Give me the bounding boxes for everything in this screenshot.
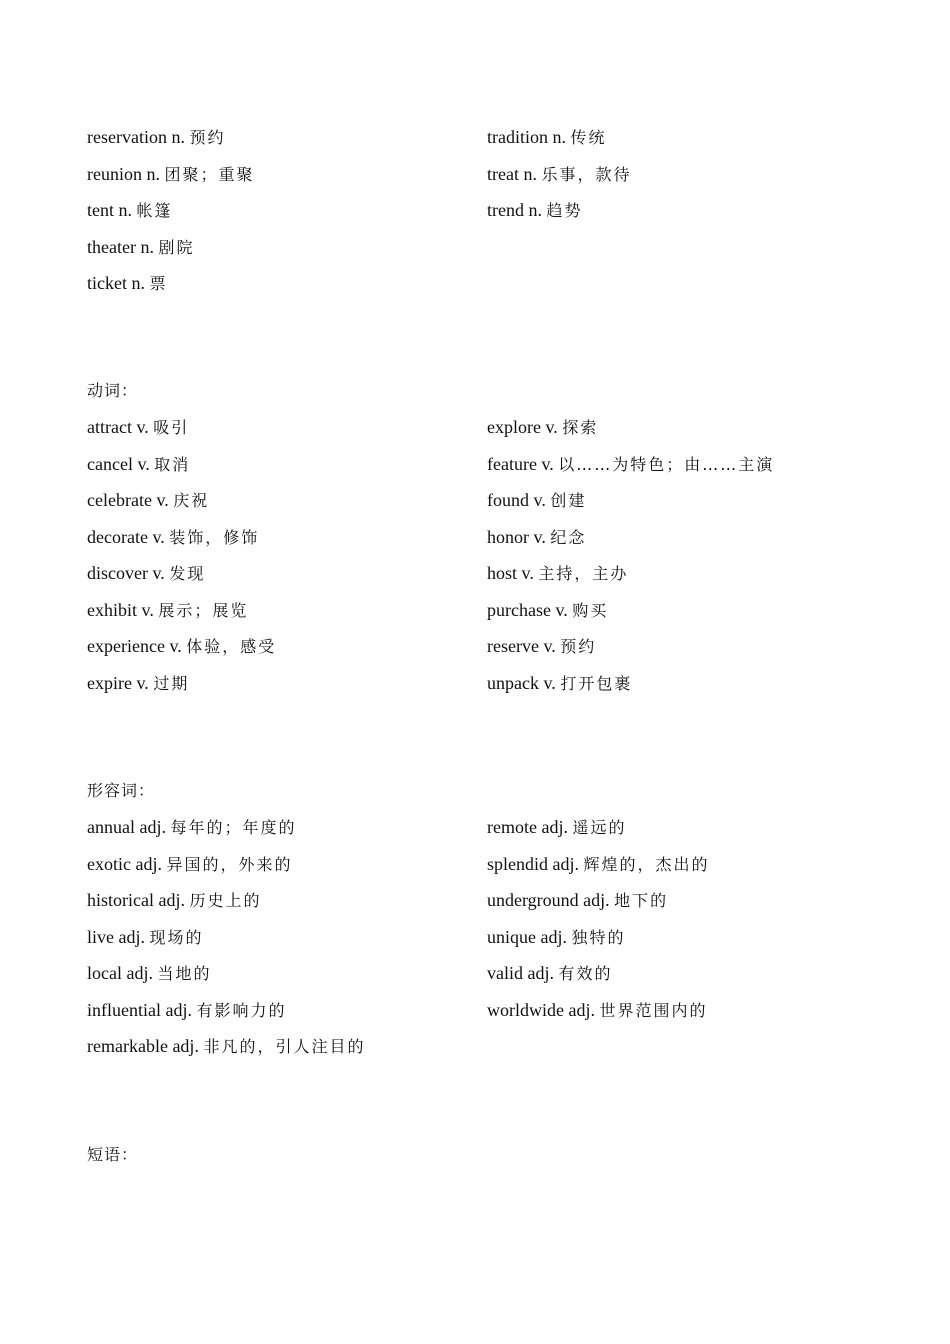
word: live adj. bbox=[87, 926, 145, 947]
vocab-entry bbox=[87, 192, 487, 229]
meaning: 世界范围内的 bbox=[599, 1000, 708, 1020]
word: purchase v. bbox=[487, 599, 568, 620]
meaning: 传统 bbox=[570, 128, 607, 147]
meaning: 有影响力的 bbox=[196, 1000, 287, 1020]
vocab-entry bbox=[487, 192, 887, 229]
vocab-entry bbox=[487, 846, 887, 883]
vocab-entry bbox=[87, 592, 487, 629]
word: remote adj. bbox=[487, 817, 568, 837]
word: feature v. bbox=[487, 453, 554, 474]
meaning: 创建 bbox=[550, 491, 587, 510]
meaning: 历史上的 bbox=[189, 891, 262, 910]
word: host v. bbox=[487, 563, 534, 583]
word: reserve v. bbox=[487, 636, 556, 656]
meaning: 过期 bbox=[153, 673, 190, 693]
verbs-columns bbox=[87, 409, 887, 701]
nouns-left-column bbox=[87, 119, 487, 302]
word: exotic adj. bbox=[87, 853, 162, 874]
vocab-entry bbox=[487, 519, 887, 556]
word: celebrate v. bbox=[87, 490, 169, 510]
vocab-entry bbox=[487, 809, 887, 846]
nouns-section bbox=[87, 119, 887, 302]
meaning: 有效的 bbox=[558, 964, 613, 983]
meaning: 预约 bbox=[560, 637, 597, 656]
word: reservation n. bbox=[87, 127, 185, 147]
section-heading-phrases: 短语： bbox=[87, 1145, 139, 1164]
word: expire v. bbox=[87, 672, 149, 693]
vocab-entry bbox=[87, 628, 487, 665]
vocab-entry bbox=[87, 846, 487, 883]
word: treat n. bbox=[487, 163, 537, 184]
meaning: 当地的 bbox=[157, 964, 212, 983]
meaning: 现场的 bbox=[149, 927, 204, 947]
meaning: 发现 bbox=[169, 564, 206, 583]
meaning: 票 bbox=[149, 274, 168, 293]
vocab-entry bbox=[487, 882, 887, 919]
meaning: 纪念 bbox=[550, 527, 587, 547]
word: valid adj. bbox=[487, 963, 554, 983]
word: tradition n. bbox=[487, 127, 566, 147]
phrases-section bbox=[87, 1137, 887, 1173]
vocab-entry bbox=[487, 992, 887, 1029]
vocab-entry bbox=[487, 665, 887, 702]
meaning: 打开包裹 bbox=[560, 673, 633, 693]
section-heading-verbs: 动词： bbox=[87, 381, 139, 400]
word: exhibit v. bbox=[87, 599, 154, 620]
adjectives-left-column bbox=[87, 809, 487, 1065]
word: unpack v. bbox=[487, 672, 556, 693]
adjectives-section bbox=[87, 773, 887, 1065]
vocab-entry bbox=[87, 519, 487, 556]
vocab-entry bbox=[487, 592, 887, 629]
vocab-entry bbox=[487, 409, 887, 446]
word: honor v. bbox=[487, 526, 546, 547]
vocab-entry bbox=[87, 665, 487, 702]
word: theater n. bbox=[87, 236, 154, 257]
vocab-entry bbox=[87, 555, 487, 592]
meaning: 装饰，修饰 bbox=[169, 527, 260, 547]
meaning: 地下的 bbox=[614, 891, 669, 910]
meaning: 每年的；年度的 bbox=[170, 818, 297, 837]
meaning: 主持，主办 bbox=[538, 564, 629, 583]
meaning: 吸引 bbox=[153, 418, 190, 437]
verbs-right-column bbox=[487, 409, 887, 701]
vocab-entry bbox=[87, 446, 487, 483]
vocab-entry bbox=[487, 156, 887, 193]
meaning: 独特的 bbox=[571, 927, 626, 947]
word: annual adj. bbox=[87, 817, 166, 837]
word: experience v. bbox=[87, 636, 182, 656]
meaning: 遥远的 bbox=[572, 818, 627, 837]
vocab-entry bbox=[87, 156, 487, 193]
meaning: 预约 bbox=[189, 128, 226, 147]
word: historical adj. bbox=[87, 890, 185, 910]
adjectives-right-column bbox=[487, 809, 887, 1065]
vocab-entry bbox=[487, 446, 887, 483]
word: explore v. bbox=[487, 417, 558, 437]
word: splendid adj. bbox=[487, 853, 579, 874]
word: underground adj. bbox=[487, 890, 610, 910]
meaning: 体验，感受 bbox=[186, 637, 277, 656]
meaning: 探索 bbox=[562, 418, 599, 437]
word: attract v. bbox=[87, 417, 149, 437]
meaning: 帐篷 bbox=[136, 201, 173, 220]
nouns-columns bbox=[87, 119, 887, 302]
meaning: 以……为特色；由……主演 bbox=[558, 454, 775, 474]
meaning: 乐事，款待 bbox=[541, 164, 632, 184]
word: cancel v. bbox=[87, 453, 150, 474]
meaning: 异国的，外来的 bbox=[166, 854, 293, 874]
word: unique adj. bbox=[487, 926, 567, 947]
word: worldwide adj. bbox=[487, 999, 595, 1020]
word: ticket n. bbox=[87, 273, 145, 293]
verbs-left-column bbox=[87, 409, 487, 701]
meaning: 趋势 bbox=[546, 201, 583, 220]
vocab-entry bbox=[87, 119, 487, 156]
meaning: 展示；展览 bbox=[158, 600, 249, 620]
word: decorate v. bbox=[87, 526, 165, 547]
vocab-entry bbox=[487, 919, 887, 956]
vocab-entry bbox=[87, 992, 487, 1029]
vocab-entry bbox=[87, 809, 487, 846]
word: influential adj. bbox=[87, 999, 192, 1020]
vocab-entry bbox=[487, 555, 887, 592]
word: remarkable adj. bbox=[87, 1036, 199, 1056]
word: discover v. bbox=[87, 563, 165, 583]
meaning: 非凡的，引人注目的 bbox=[203, 1037, 366, 1056]
meaning: 团聚；重聚 bbox=[164, 164, 255, 184]
word: reunion n. bbox=[87, 163, 160, 184]
vocab-entry bbox=[487, 482, 887, 519]
verbs-section bbox=[87, 373, 887, 701]
vocab-entry bbox=[87, 1028, 487, 1065]
meaning: 取消 bbox=[154, 454, 191, 474]
meaning: 购买 bbox=[572, 600, 609, 620]
meaning: 庆祝 bbox=[173, 491, 210, 510]
meaning: 辉煌的，杰出的 bbox=[583, 854, 710, 874]
section-heading-adjectives: 形容词： bbox=[87, 781, 156, 800]
vocab-entry bbox=[487, 628, 887, 665]
vocab-entry bbox=[87, 882, 487, 919]
vocab-entry bbox=[87, 482, 487, 519]
vocab-entry bbox=[87, 229, 487, 266]
word: tent n. bbox=[87, 200, 132, 220]
meaning: 剧院 bbox=[158, 237, 195, 257]
vocab-entry bbox=[487, 955, 887, 992]
word: trend n. bbox=[487, 200, 542, 220]
vocab-entry bbox=[87, 955, 487, 992]
adjectives-columns bbox=[87, 809, 887, 1065]
vocab-entry bbox=[87, 919, 487, 956]
nouns-right-column bbox=[487, 119, 887, 302]
vocab-entry bbox=[87, 409, 487, 446]
word: found v. bbox=[487, 490, 546, 510]
word: local adj. bbox=[87, 963, 153, 983]
vocab-entry bbox=[87, 265, 487, 302]
vocab-entry bbox=[487, 119, 887, 156]
